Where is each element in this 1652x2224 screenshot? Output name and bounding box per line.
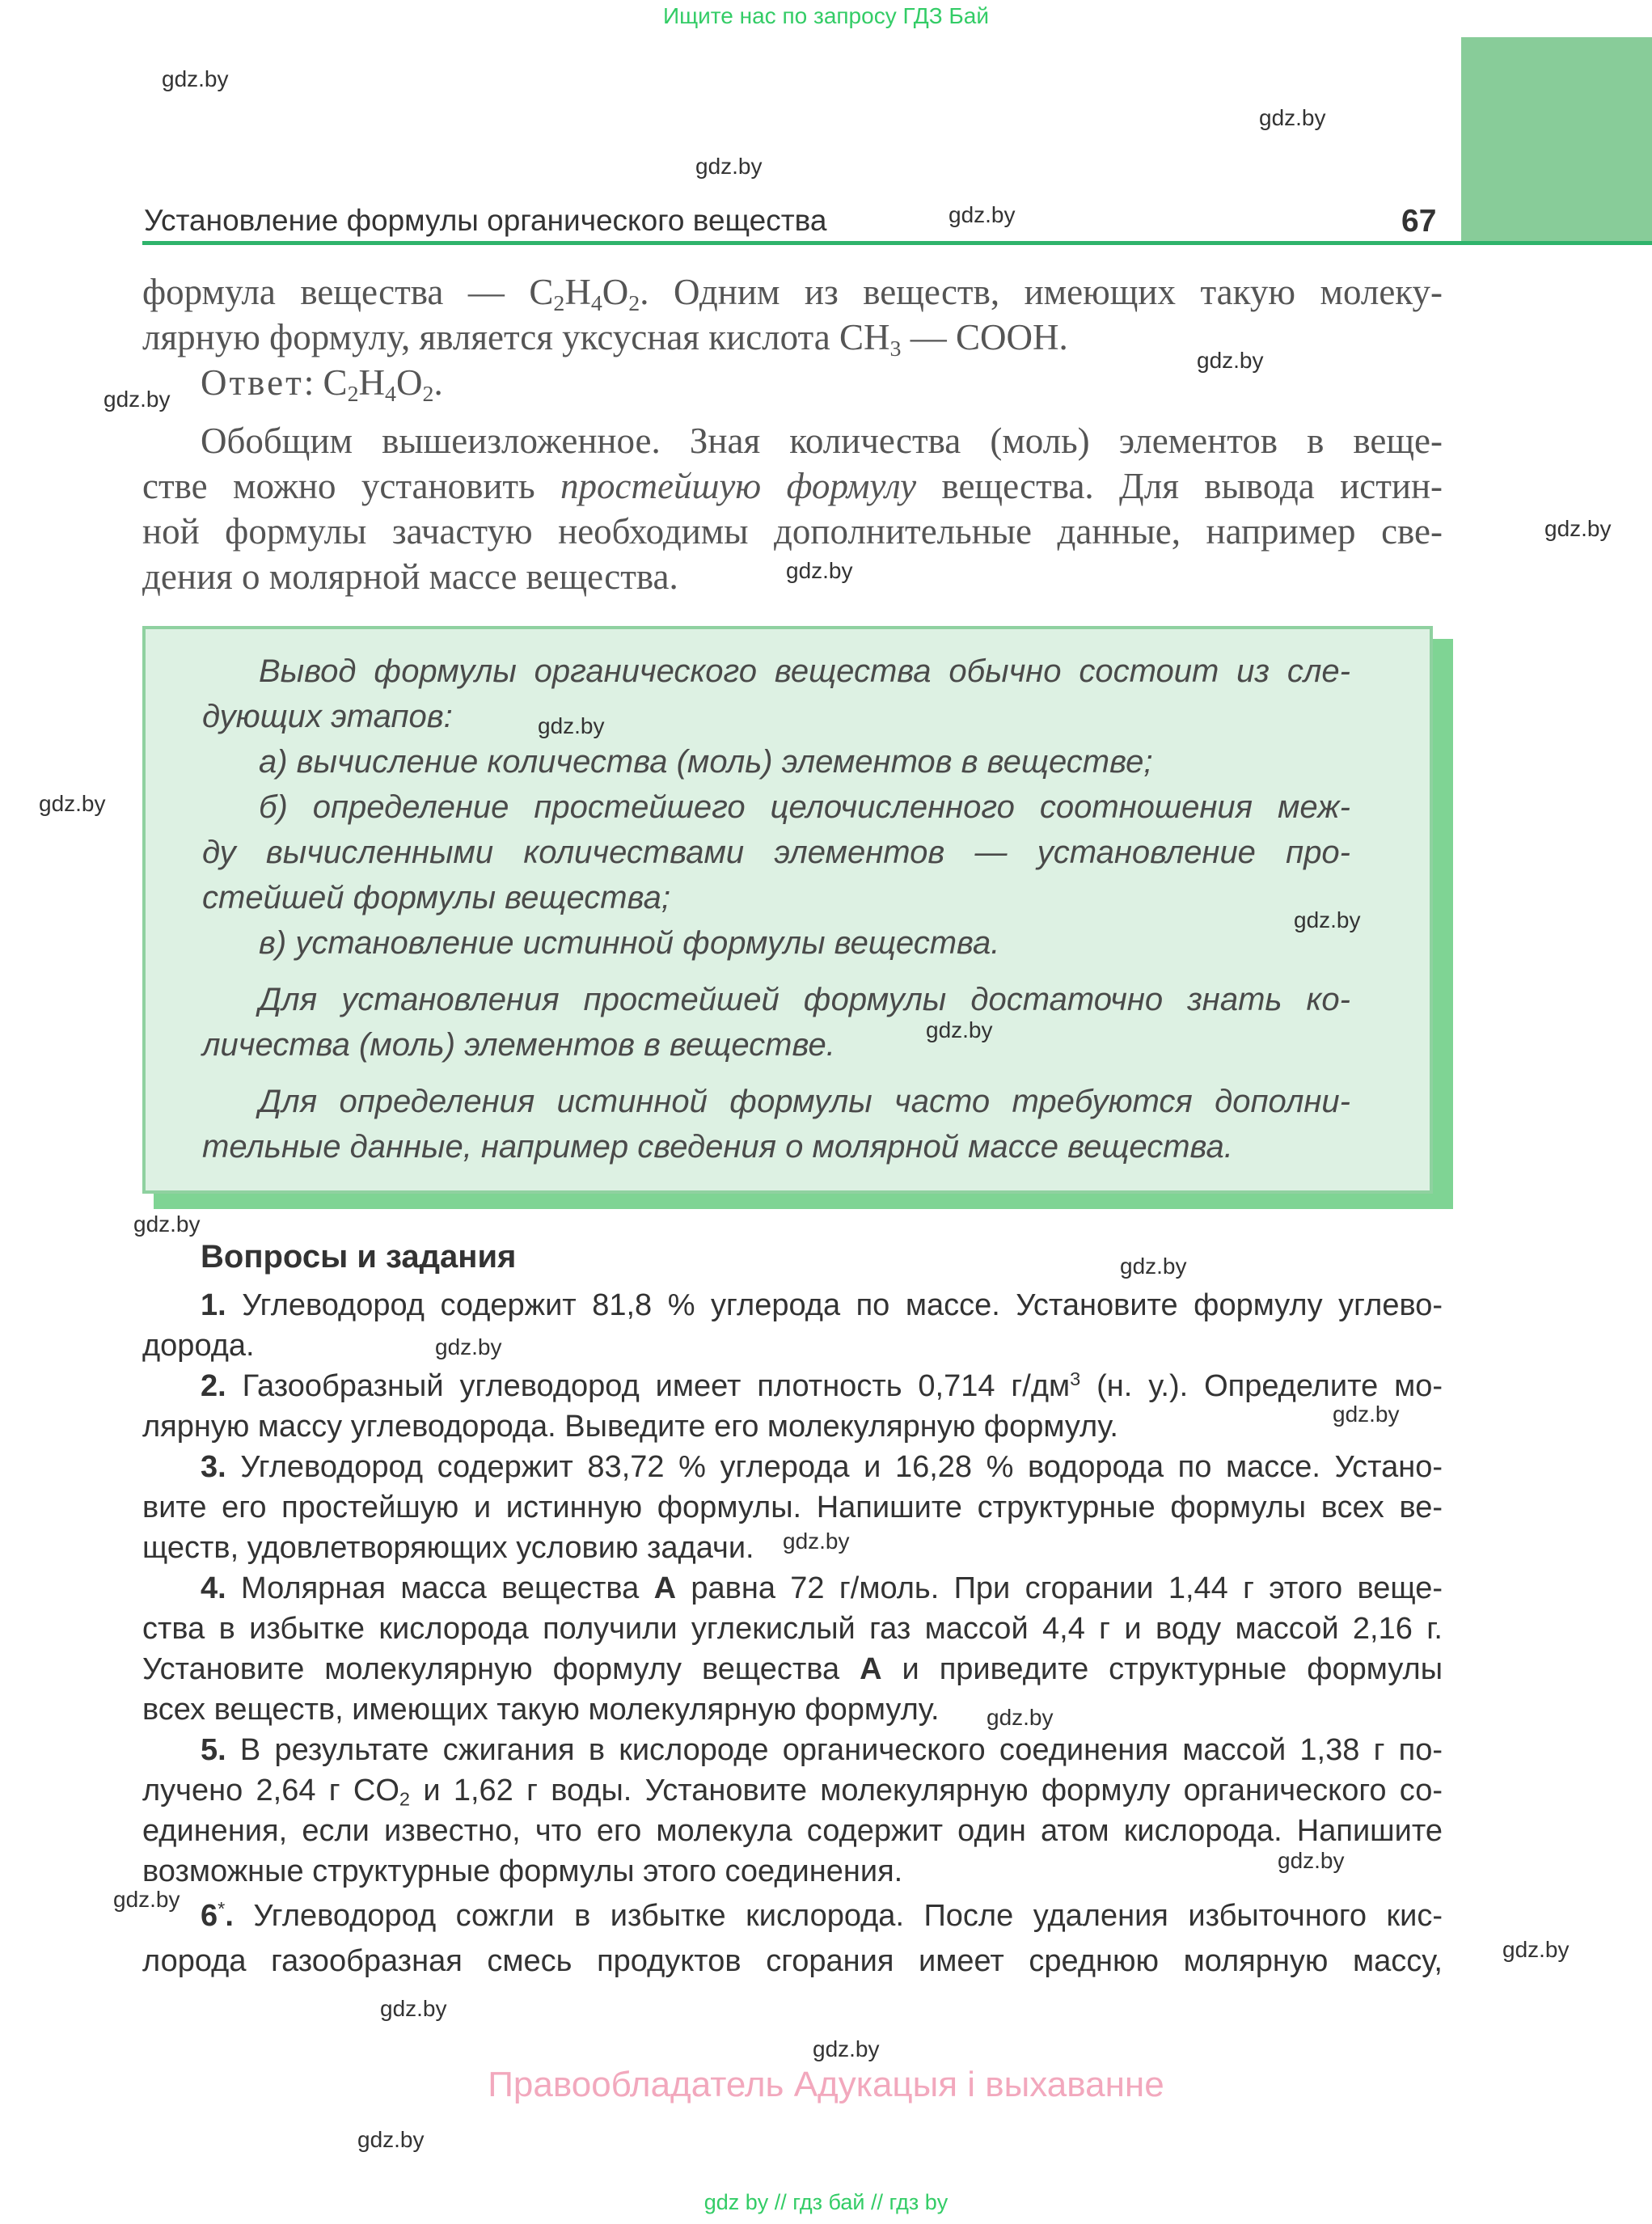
watermark: gdz.by [435, 1334, 502, 1359]
question-2-line-1: 2. Газообразный углеводород имеет плотность 0,714 $г/дм^3$ (н. у.). Определите мо- [201, 1368, 1443, 1403]
question-3-line-2: вите его простейшую и истинную формулы. Напишите структурные формулы всех ве- [142, 1490, 1443, 1524]
watermark: gdz.by [1502, 1937, 1570, 1962]
top-banner: Ищите нас по запросу ГДЗ Бай [662, 3, 990, 28]
watermark: gdz.by [357, 2127, 425, 2152]
summary-line-2: стве можно установить простейшую формулу вещества. Для вывода истин- [142, 466, 1443, 506]
green-page-tab [1461, 37, 1652, 241]
question-4-line-4: всех веществ, имеющих такую молекулярную формулу. [142, 1693, 940, 1727]
question-3-line-3: ществ, удовлетворяющих условию задачи. [142, 1531, 754, 1565]
watermark: gdz.by [39, 791, 106, 816]
summary-line-1: Обобщим вышеизложенное. Зная количества (моль) элементов в веще- [201, 421, 1443, 461]
note-line-6: стейшей формулы вещества; [202, 880, 670, 915]
summary-line-4: дения о молярной массе вещества. [142, 556, 678, 597]
watermark: gdz.by [1197, 348, 1264, 373]
running-header-title: Установление формулы органического вещества [144, 204, 827, 237]
body-line-2: лярную формулу, является уксусная кислота $CH_3$ — COOH. [142, 317, 1068, 362]
watermark: gdz.by [104, 387, 171, 412]
watermark: gdz.by [1333, 1402, 1400, 1427]
question-4-line-1: 4. Молярная масса вещества А равна 72 г/моль. При сгорании 1,44 г этого веще- [201, 1571, 1443, 1605]
question-3-line-1: 3. Углеводород содержит 83,72 % углерода и 16,28 % водорода по массе. Устано- [201, 1450, 1443, 1484]
watermark: gdz.by [538, 713, 605, 738]
question-2-line-2: лярную массу углеводорода. Выведите его молекулярную формулу. [142, 1410, 1118, 1444]
question-5-line-4: возможные структурные формулы этого соединения. [142, 1854, 903, 1888]
page-number: 67 [1401, 204, 1437, 239]
header-rule [142, 241, 1652, 245]
note-line-2: дующих этапов: [202, 699, 453, 734]
question-5-line-2: лучено 2,64 г $CO_2$ и 1,62 г воды. Установите молекулярную формулу органического со- [142, 1774, 1443, 1810]
body-line-1: формула вещества — $C_2H_4O_2$. Одним из веществ, имеющих такую молеку- [142, 272, 1443, 316]
copyright-footer: Правообладатель Адукацыя і выхаванне [488, 2065, 1164, 2104]
answer-line: Ответ: $C_2H_4O_2$. [201, 362, 443, 407]
question-1-line-2: дорода. [142, 1329, 255, 1363]
watermark: gdz.by [813, 2036, 880, 2061]
watermark: gdz.by [949, 202, 1016, 227]
watermark: gdz.by [695, 154, 763, 179]
question-6-line-1: 6*. Углеводород сожгли в избытке кислорода. После удаления избыточного кис- [201, 1898, 1443, 1933]
emphasis-simplest-formula: простейшую формулу [560, 466, 917, 506]
note-line-11: тельные данные, например сведения о молярной массе вещества. [202, 1129, 1233, 1165]
note-box [142, 626, 1433, 1194]
note-line-1: Вывод формулы органического вещества обычно состоит из сле- [259, 653, 1350, 689]
watermark: gdz.by [1278, 1848, 1345, 1873]
watermark: gdz.by [783, 1528, 850, 1554]
watermark: gdz.by [133, 1211, 201, 1237]
watermark: gdz.by [113, 1887, 180, 1912]
watermark: gdz.by [786, 558, 853, 583]
watermark: gdz.by [380, 1996, 447, 2021]
note-line-3: а) вычисление количества (моль) элементов в веществе; [259, 744, 1153, 780]
summary-line-3: ной формулы зачастую необходимы дополнительные данные, например све- [142, 511, 1443, 552]
question-4-line-3: Установите молекулярную формулу вещества А и приведите структурные формулы [142, 1652, 1443, 1686]
watermark: gdz.by [162, 66, 229, 91]
note-line-7: в) установление истинной формулы вещества. [259, 925, 1000, 961]
watermark: gdz.by [1120, 1254, 1187, 1279]
note-line-8: Для установления простейшей формулы достаточно знать ко- [259, 982, 1350, 1017]
note-line-9: личества (моль) элементов в веществе. [202, 1027, 835, 1063]
watermark: gdz.by [926, 1017, 993, 1042]
question-4-line-2: ства в избытке кислорода получили углекислый газ массой 4,4 г и воду массой 2,16 г. [142, 1612, 1443, 1646]
footer-links[interactable]: gdz by // гдз бай // гдз by [703, 2190, 949, 2214]
watermark: gdz.by [1294, 907, 1361, 932]
watermark: gdz.by [1544, 516, 1612, 541]
question-5-line-3: единения, если известно, что его молекула содержит один атом кислорода. Напишите [142, 1814, 1443, 1848]
watermark: gdz.by [987, 1705, 1054, 1730]
note-line-4: б) определение простейшего целочисленного соотношения меж- [259, 789, 1350, 825]
note-line-10: Для определения истинной формулы часто требуются дополни- [259, 1084, 1350, 1119]
watermark: gdz.by [1259, 105, 1326, 130]
question-1-line-1: 1. Углеводород содержит 81,8 % углерода по массе. Установите формулу углево- [201, 1288, 1443, 1322]
questions-heading: Вопросы и задания [201, 1239, 517, 1275]
question-5-line-1: 5. В результате сжигания в кислороде органического соединения массой 1,38 г по- [201, 1733, 1443, 1767]
question-6-line-2: лорода газообразная смесь продуктов сгорания имеет среднюю молярную массу, [142, 1944, 1443, 1978]
note-line-5: ду вычисленными количествами элементов — установление про- [202, 835, 1350, 870]
